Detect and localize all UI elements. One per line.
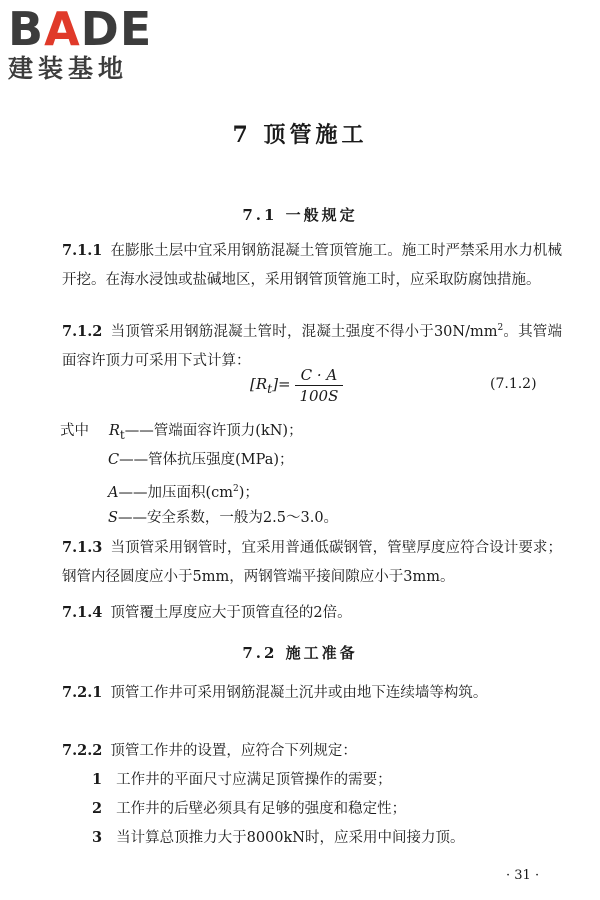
clause-7-2-2 (62, 736, 562, 766)
formula-lhs (250, 375, 291, 396)
formula-numerator: C · A (295, 366, 344, 386)
legend-desc: ——管体抗压强度(MPa)； (119, 452, 294, 468)
clause-number: 7.1.4 (62, 604, 103, 621)
list-item-text: 当计算总顶推力大于8000kN时，应采用中间接力顶。 (116, 830, 465, 846)
list-item-number: 2 (92, 800, 103, 817)
list-item (92, 765, 392, 795)
superscript: 2 (233, 484, 239, 494)
legend-desc: ——加压面积(cm (118, 484, 234, 501)
clause-7-1-4 (62, 598, 562, 628)
formula-7-1-2 (250, 366, 343, 405)
legend-symbol: C (108, 452, 120, 468)
clause-number: 7.1.1 (62, 242, 103, 259)
list-item-text: 工作井的平面尺寸应满足顶管操作的需要； (116, 772, 392, 788)
list-item-number: 3 (92, 829, 103, 846)
legend-symbol: A (108, 484, 119, 501)
clause-text: 在膨胀土层中宜采用钢筋混凝土管顶管施工。施工时严禁采用水力机械开挖。在海水浸蚀或盐碱地区，采用钢管顶管施工时，应采取防腐蚀措施。 (62, 243, 562, 288)
formula-lhs-open: [R (250, 375, 268, 393)
clause-7-2-1 (62, 678, 562, 708)
legend-s (108, 504, 338, 533)
clause-7-1-1 (62, 236, 562, 295)
clause-text: 顶管工作井的设置，应符合下列规定： (110, 743, 357, 759)
legend-symbol: R (109, 423, 120, 439)
list-item-text: 工作井的后壁必须具有足够的强度和稳定性； (116, 801, 407, 817)
clause-number: 7.1.2 (62, 322, 103, 340)
legend-desc: ——安全系数，一般为2.5～3.0。 (117, 510, 339, 526)
legend-symbol: S (108, 510, 118, 526)
legend-prefix: 式中 (60, 423, 89, 439)
formula-lhs-sub: t (267, 381, 273, 396)
legend-symbol-sub: t (119, 427, 125, 442)
logo-letter-a: A (44, 2, 81, 56)
formula-fraction (295, 366, 344, 405)
clause-text: 顶管工作井可采用钢筋混凝土沉井或由地下连续墙等构筑。 (110, 685, 488, 701)
list-item (92, 823, 464, 853)
formula-denominator: 100S (299, 387, 339, 405)
brand-logo (8, 2, 178, 84)
equation-number: (7.1.2) (490, 376, 537, 392)
legend-desc-end: )； (238, 484, 259, 501)
clause-number: 7.2.1 (62, 684, 103, 701)
page-number: · 31 · (506, 868, 540, 883)
list-item-number: 1 (92, 771, 103, 788)
legend-c (108, 446, 294, 475)
chapter-title: 7 顶管施工 (232, 122, 368, 148)
brand-subtitle: 建装基地 (8, 54, 129, 83)
legend-desc: ——管端面容许顶力(kN)； (124, 423, 303, 439)
clause-text: 当顶管采用钢筋混凝土管时，混凝土强度不得小于30N/mm (110, 323, 498, 340)
logo-letter-b: B (8, 2, 45, 56)
logo-letters-de: DE (80, 2, 153, 56)
brand-wordmark (8, 2, 178, 56)
list-item (92, 794, 406, 824)
clause-number: 7.2.2 (62, 742, 103, 759)
legend-rt (60, 417, 303, 450)
formula-lhs-close: ]= (272, 375, 291, 393)
superscript: 2 (497, 323, 504, 333)
section-heading-7-1: 7.1 一般规定 (242, 206, 358, 224)
clause-text-continued: 。其管端面容许顶力可采用下式计算： (62, 323, 562, 369)
section-heading-7-2: 7.2 施工准备 (242, 644, 358, 662)
clause-number: 7.1.3 (62, 539, 103, 556)
clause-text: 顶管覆土厚度应大于顶管直径的2倍。 (110, 605, 352, 621)
clause-text: 当顶管采用钢管时，宜采用普通低碳钢管，管壁厚度应符合设计要求；钢管内径圆度应小于5mm，两钢管端平接间隙应小于3mm。 (62, 540, 562, 585)
clause-7-1-3 (62, 533, 562, 592)
legend-a (108, 475, 259, 508)
